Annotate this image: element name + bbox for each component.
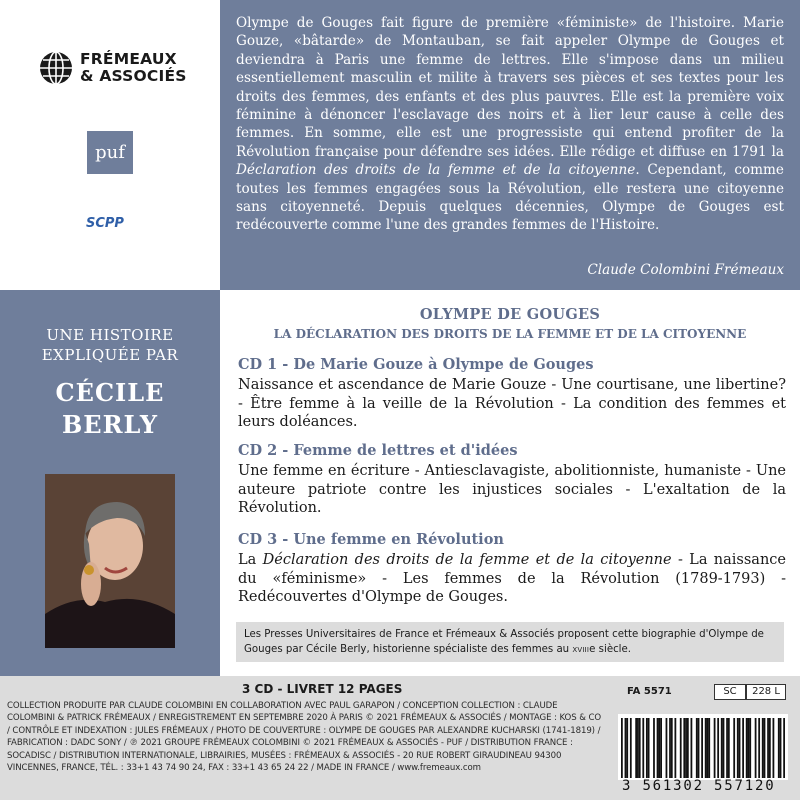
barcode-bar [687,718,689,778]
barcode-bar [637,718,639,778]
sc-label: SC [714,684,746,700]
barcode-bar [658,718,660,778]
barcode-bar [646,718,648,778]
barcode-bar [621,718,623,778]
barcode-bar [717,718,719,778]
barcode-bar [648,718,650,778]
barcode-bar [728,718,730,778]
globe-icon [38,50,74,86]
legal-credits: COLLECTION PRODUITE PAR CLAUDE COLOMBINI EN COLLABORATION AVEC PAUL GARAPON / CONCEPTION COLLECTION : CLAUDE COLOMBINI & PATRICK FRÉMEAUX / ENREGISTREMENT EN SEPTEMBRE 2020 À PARIS © 2021 FRÉMEAUX & ASSOCIÉS / MONTAGE : KOS & CO / CONTRÔLE ET INDEXATION : JULES FRÉMEAUX / PHOTO DE COUVERTURE : OLYMPE DE GOUGES PAR ALEXANDRE KUCHARSKI (1741-1819) / FABRICATION : DADC SONY / ℗ 2021 GROUPE FRÉMEAUX COLOMBINI © 2021 FRÉMEAUX & ASSOCIÉS - PUF / DISTRIBUTION FRANCE : SOCADISC / DISTRIBUTION INTERNATIONALE, LIBRAIRIES, MUSÉES : FRÉMEAUX & ASSOCIÉS - 20 RUE ROBERT GIRAUDINEAU 94300 VINCENNES, FRANCE, TÉL. : 33+1 43 74 90 24, FAX : 33+1 43 65 24 22 / MADE IN FRANCE / www.fremeaux.com [7,701,602,774]
barcode-bar [767,718,769,778]
cd-3-heading: CD 3 - Une femme en Révolution [238,531,504,548]
album-title-main: OLYMPE DE GOUGES [419,306,601,323]
album-title-sub: LA DÉCLARATION DES DROITS DE LA FEMME ET DE LA CITOYENNE [273,327,747,341]
catalog-ref: FA 5571 [627,686,672,697]
barcode-bar [698,718,700,778]
cd-1-description: Naissance et ascendance de Marie Gouze - Une courtisane, une libertine? - Être femme à la veille de la Révolution - La condition des femmes et leurs doléances. [238,377,786,430]
scpp-logo: SCPP [86,216,124,231]
barcode-bar [666,718,668,778]
cd-count: 3 CD - LIVRET 12 PAGES [242,682,403,696]
barcode-bar [714,718,716,778]
barcode-bar [683,718,685,778]
barcode-bar [635,718,637,778]
barcode-bar [660,718,662,778]
fremeaux-logo [38,50,187,86]
brand-line-2: & ASSOCIÉS [80,67,187,85]
barcode-bar [653,718,655,778]
barcode-bar [742,718,744,778]
barcode-bar [746,718,748,778]
barcode-bar [708,718,710,778]
price-code: 228 L [746,684,786,700]
series-caption: UNE HISTOIRE EXPLIQUÉE PAR [41,326,179,364]
author-name: CÉCILE BERLY [55,378,165,439]
barcode-bar [764,718,766,778]
barcode-bar [780,718,782,778]
cd-2 [238,442,786,518]
puf-logo: puf [87,131,133,174]
barcode-bar [642,718,644,778]
barcode-bar [657,718,659,778]
barcode-bar [707,718,709,778]
barcode-bar [639,718,641,778]
barcode-bar [691,718,693,778]
album-title [236,306,784,342]
barcode-bar [778,718,780,778]
barcode-bar [721,718,723,778]
cd-2-heading: CD 2 - Femme de lettres et d'idées [238,442,518,459]
barcode-bar [755,718,757,778]
barcode-number: 3 561302 557120 [622,778,776,794]
barcode-bar [748,718,750,778]
cd-3 [238,531,786,607]
cd-1-heading: CD 1 - De Marie Gouze à Olympe de Gouges [238,356,594,373]
barcode-bar [723,718,725,778]
intro-signature: Claude Colombini Frémeaux [587,262,784,278]
barcode-bar [762,718,764,778]
barcode-bar [726,718,728,778]
barcode [618,714,788,780]
barcode-bar [685,718,687,778]
barcode-bar [783,718,785,778]
publisher-note: Les Presses Universitaires de France et Frémeaux & Associés proposent cette biographie d'Olympe de Gouges par Cécile Berly, historienne spécialiste des femmes au XVIIIe siècle. [236,622,784,662]
barcode-bar [739,718,741,778]
barcode-bar [749,718,751,778]
barcode-bar [669,718,671,778]
barcode-bar [701,718,703,778]
barcode-bar [671,718,673,778]
barcode-bar [630,718,632,778]
barcode-bar [758,718,760,778]
cd-3-description: La Déclaration des droits de la femme et de la citoyenne - La naissance du «féminisme» - Les femmes de la Révolution (1789-1793) - Redécouvertes d'Olympe de Gouges. [238,552,786,605]
barcode-bar [733,718,735,778]
barcode-bar [773,718,775,778]
cd-1 [238,356,786,432]
brand-line-1: FRÉMEAUX [80,50,177,68]
barcode-bar [626,718,628,778]
intro-text: Olympe de Gouges fait figure de première «féministe» de l'histoire. Marie Gouze, «bâtarde» de Montauban, se fait appeler Olympe de Gouges et deviendra à Paris une femme de lettres. Elle s'impose dans un milieu essentiellement masculin et milite à travers ses pièces et ses textes pour les droits des femmes, des enfants et des plus pauvres. Elle est la première voix féminine à dénoncer l'esclavage des noirs et à lier leur cause à celle des femmes. En somme, elle est une progressiste qui entend profiter de la Révolution française pour défendre ses idées. Elle rédige et diffuse en 1791 la Déclaration des droits de la femme et de la citoyenne. Cependant, comme toutes les femmes engagées sous la Révolution, elle restera une citoyenne sans citoyenneté. Depuis quelques décennies, Olympe de Gouges est redécouverte comme l'une des grandes femmes de l'Histoire. [236,15,784,234]
barcode-bar [769,718,771,778]
barcode-bar [737,718,739,778]
barcode-bar [696,718,698,778]
author-photo [45,474,175,648]
cd-2-description: Une femme en écriture - Antiesclavagiste, abolitionniste, humaniste - Une auteure patriote contre les injustices sociales - L'exaltation de la Révolution. [238,463,786,516]
barcode-bar [625,718,627,778]
barcode-bar [674,718,676,778]
barcode-bar [705,718,707,778]
barcode-bar [680,718,682,778]
